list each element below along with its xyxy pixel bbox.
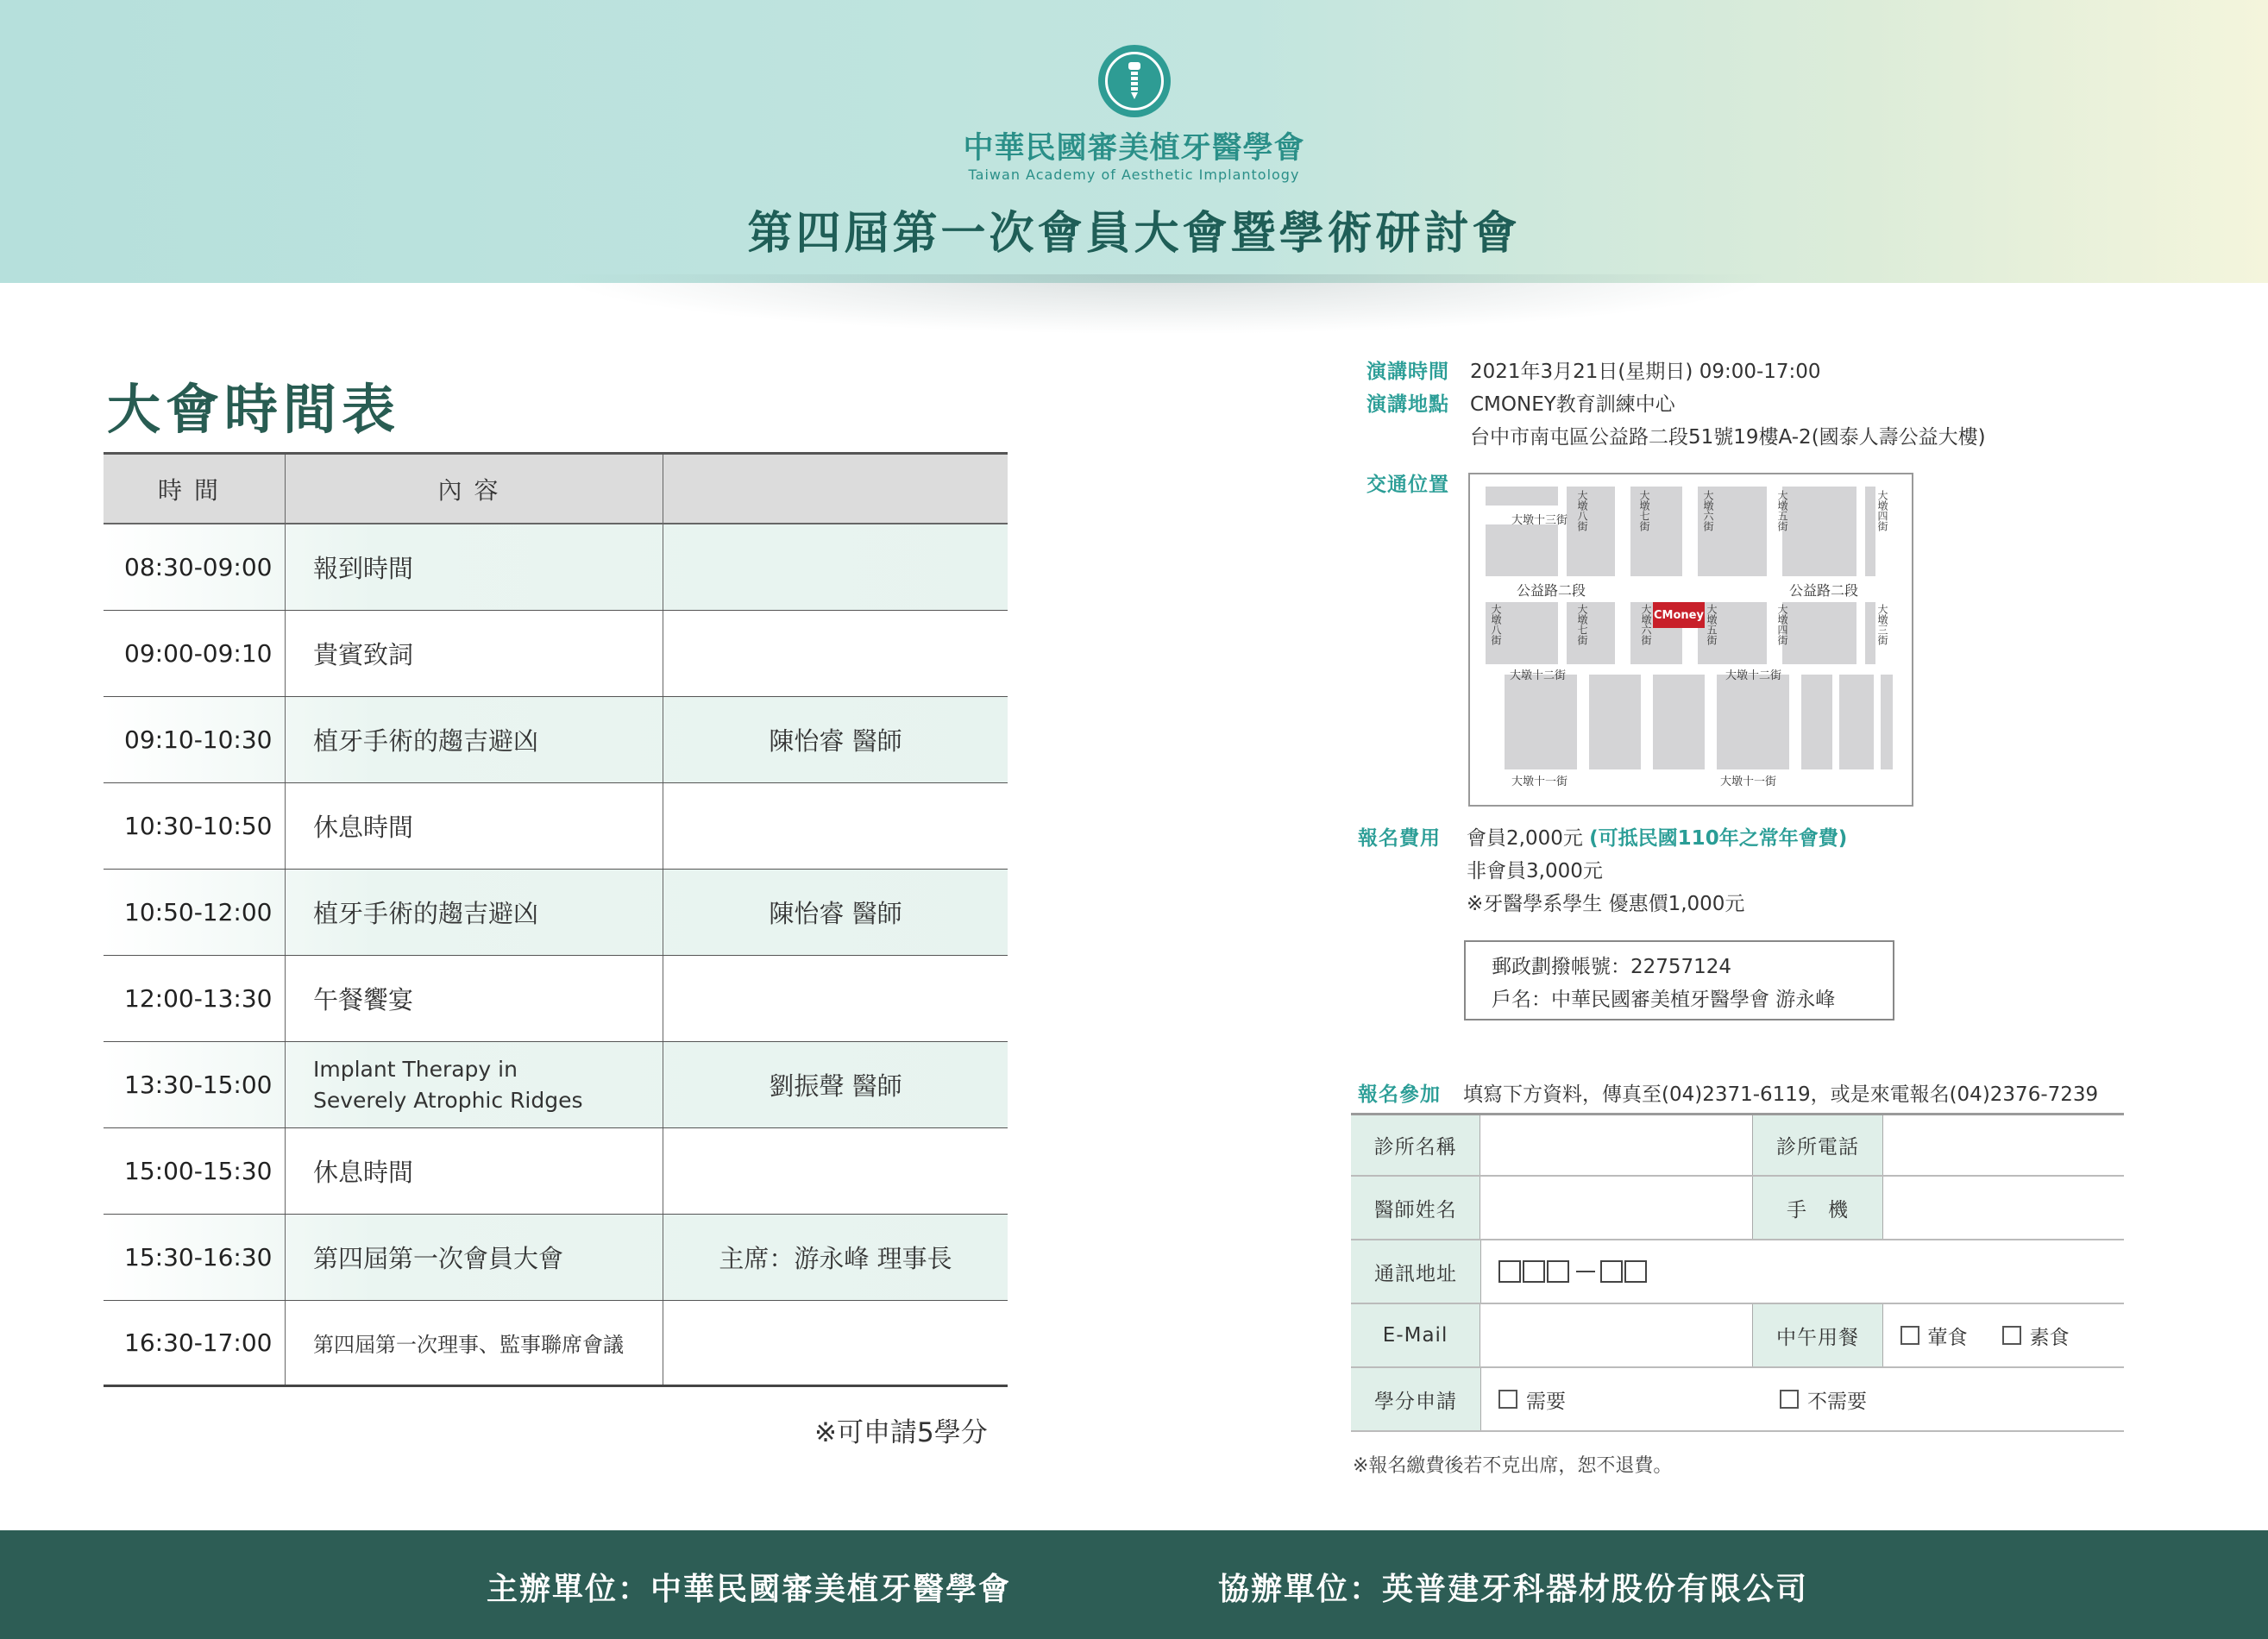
row-time: 15:30-16:30 xyxy=(104,1215,286,1300)
map-street: 大墩十三街 xyxy=(1511,514,1568,527)
map-vstreet: 大墩七街 xyxy=(1638,490,1650,531)
account-name: 戶名：中華民國審美植牙醫學會 游永峰 xyxy=(1492,989,1836,1011)
map-vstreet: 大墩四街 xyxy=(1776,604,1788,645)
place-value: CMONEY教育訓練中心 xyxy=(1470,393,1675,416)
form-row xyxy=(1351,1368,2124,1432)
doctor-name-field[interactable] xyxy=(1480,1177,1753,1239)
postal-code-box xyxy=(1600,1260,1623,1283)
row-speaker xyxy=(663,956,1008,1041)
map-vstreet: 大墩七街 xyxy=(1576,604,1588,645)
address-value: 台中市南屯區公益路二段51號19樓A-2(國泰人壽公益大樓) xyxy=(1470,426,1986,449)
table-row xyxy=(104,870,1008,956)
credit-options xyxy=(1481,1368,2124,1430)
email-label: E-Mail xyxy=(1351,1304,1480,1366)
registration-form xyxy=(1351,1113,2124,1432)
row-time: 09:00-09:10 xyxy=(104,611,286,696)
checkbox-icon[interactable] xyxy=(2002,1326,2021,1345)
row-content: 休息時間 xyxy=(286,1128,663,1214)
row-time: 10:50-12:00 xyxy=(104,870,286,955)
doctor-name-label: 醫師姓名 xyxy=(1351,1177,1480,1239)
row-time: 15:00-15:30 xyxy=(104,1128,286,1214)
table-row xyxy=(104,783,1008,870)
co-organizer: 協辦單位：英普建牙科器材股份有限公司 xyxy=(1218,1572,1809,1607)
map-vstreet: 大墩八街 xyxy=(1576,490,1588,531)
row-speaker xyxy=(663,783,1008,869)
location-map xyxy=(1468,473,1913,807)
map-street: 大墩十二街 xyxy=(1725,669,1782,682)
form-row xyxy=(1351,1304,2124,1368)
form-row xyxy=(1351,1240,2124,1304)
row-content: 貴賓致詞 xyxy=(286,611,663,696)
lunch-options xyxy=(1883,1304,2124,1366)
org-name-en: Taiwan Academy of Aesthetic Implantology xyxy=(968,166,1300,183)
account-number: 郵政劃撥帳號：22757124 xyxy=(1492,956,1732,978)
table-row xyxy=(104,1301,1008,1387)
map-street: 大墩十一街 xyxy=(1720,776,1777,788)
clinic-name-label: 診所名稱 xyxy=(1351,1115,1480,1175)
row-time: 13:30-15:00 xyxy=(104,1042,286,1127)
fee-member xyxy=(1467,822,1847,851)
postal-code-box xyxy=(1624,1260,1647,1283)
table-row xyxy=(104,524,1008,611)
clinic-name-field[interactable] xyxy=(1480,1115,1753,1175)
schedule-header-row xyxy=(104,452,1008,524)
table-row xyxy=(104,611,1008,697)
row-speaker: 劉振聲 醫師 xyxy=(769,1071,902,1101)
row-speaker xyxy=(663,1128,1008,1214)
form-row xyxy=(1351,1113,2124,1177)
col-time-header: 時間 xyxy=(104,455,286,523)
register-text: 填寫下方資料，傳真至(04)2371-6119，或是來電報名(04)2376-7239 xyxy=(1463,1083,2099,1106)
org-name-cn: 中華民國審美植牙醫學會 xyxy=(963,130,1305,166)
email-field[interactable] xyxy=(1480,1304,1753,1366)
map-vstreet: 大墩四街 xyxy=(1876,490,1888,531)
row-speaker xyxy=(663,524,1008,610)
traffic-label: 交通位置 xyxy=(1366,474,1449,496)
row-speaker xyxy=(663,611,1008,696)
table-row xyxy=(104,1042,1008,1128)
map-vstreet: 大墩五街 xyxy=(1776,490,1788,531)
address-field[interactable] xyxy=(1481,1240,2124,1303)
map-street: 大墩十二街 xyxy=(1510,669,1567,682)
credit-yes-label: 需要 xyxy=(1526,1390,1566,1413)
map-street: 大墩十一街 xyxy=(1511,776,1568,788)
lunch-veg-label: 素食 xyxy=(2029,1326,2070,1349)
row-content: 第四屆第一次會員大會 xyxy=(286,1215,663,1300)
credit-no-label: 不需要 xyxy=(1807,1390,1867,1413)
row-time: 09:10-10:30 xyxy=(104,697,286,782)
credit-label: 學分申請 xyxy=(1351,1368,1481,1430)
postal-code-box xyxy=(1547,1260,1569,1283)
col-speaker-header xyxy=(663,455,1008,523)
footer-bar xyxy=(0,1530,2268,1639)
lunch-veg-option[interactable] xyxy=(2002,1322,2070,1350)
mobile-field[interactable] xyxy=(1883,1177,2124,1239)
clinic-phone-field[interactable] xyxy=(1883,1115,2124,1175)
fee-label: 報名費用 xyxy=(1358,827,1441,850)
row-speaker xyxy=(663,1301,1008,1385)
row-content: 植牙手術的趨吉避凶 xyxy=(286,870,663,955)
row-speaker: 主席：游永峰 理事長 xyxy=(719,1244,952,1273)
credit-no-option[interactable] xyxy=(1780,1385,1867,1414)
row-content: Implant Therapy in Severely Atrophic Ridges xyxy=(286,1042,663,1127)
mobile-label: 手 機 xyxy=(1753,1177,1882,1239)
credit-yes-option[interactable] xyxy=(1498,1385,1566,1414)
table-row xyxy=(104,956,1008,1042)
refund-note: ※報名繳費後若不克出席，恕不退費。 xyxy=(1353,1455,1673,1477)
address-label: 通訊地址 xyxy=(1351,1240,1481,1303)
register-label: 報名參加 xyxy=(1358,1083,1441,1106)
row-content: 第四屆第一次理事、監事聯席會議 xyxy=(286,1301,663,1385)
clinic-phone-label: 診所電話 xyxy=(1753,1115,1882,1175)
map-road: 公益路二段 xyxy=(1517,582,1586,599)
row-speaker: 陳怡睿 醫師 xyxy=(769,726,902,756)
map-vstreet: 大墩五街 xyxy=(1706,604,1718,645)
row-time: 12:00-13:30 xyxy=(104,956,286,1041)
postal-code-box xyxy=(1523,1260,1545,1283)
map-vstreet: 大墩六街 xyxy=(1702,490,1714,531)
row-content: 午餐饗宴 xyxy=(286,956,663,1041)
fee-nonmember: 非會員3,000元 xyxy=(1467,860,1603,882)
col-content-header: 內容 xyxy=(286,455,663,523)
row-content: 報到時間 xyxy=(286,524,663,610)
schedule-table xyxy=(104,452,1008,1387)
time-label: 演講時間 xyxy=(1366,361,1449,383)
lunch-meat-label: 葷食 xyxy=(1927,1326,1968,1349)
map-vstreet: 大墩六街 xyxy=(1640,604,1652,645)
table-row xyxy=(104,697,1008,783)
table-row xyxy=(104,1128,1008,1215)
academy-logo-icon xyxy=(1098,45,1171,117)
organizer: 主辦單位：中華民國審美植牙醫學會 xyxy=(487,1572,1012,1607)
event-title: 第四屆第一次會員大會暨學術研討會 xyxy=(747,207,1521,260)
postal-dash xyxy=(1576,1271,1595,1272)
map-vstreet: 大墩三街 xyxy=(1876,604,1888,645)
lunch-label: 中午用餐 xyxy=(1753,1304,1882,1366)
fee-student: ※牙醫學系學生 優惠價1,000元 xyxy=(1467,893,1745,915)
checkbox-icon[interactable] xyxy=(1900,1326,1919,1345)
implant-icon xyxy=(1126,62,1143,100)
form-row xyxy=(1351,1177,2124,1240)
row-time: 10:30-10:50 xyxy=(104,783,286,869)
row-content: 植牙手術的趨吉避凶 xyxy=(286,697,663,782)
map-vstreet: 大墩八街 xyxy=(1490,604,1502,645)
table-row xyxy=(104,1215,1008,1301)
row-content: 休息時間 xyxy=(286,783,663,869)
postal-code-box xyxy=(1498,1260,1521,1283)
checkbox-icon[interactable] xyxy=(1498,1390,1517,1409)
row-time: 08:30-09:00 xyxy=(104,524,286,610)
cmoney-marker: CMoney xyxy=(1653,602,1705,628)
fee-member-note: (可抵民國110年之常年會費) xyxy=(1589,827,1848,850)
fee-member-text: 會員2,000元 xyxy=(1467,827,1583,850)
place-label: 演講地點 xyxy=(1366,393,1449,416)
time-value: 2021年3月21日(星期日) 09:00-17:00 xyxy=(1470,361,1821,383)
row-speaker: 陳怡睿 醫師 xyxy=(769,899,902,928)
schedule-heading: 大會時間表 xyxy=(107,378,401,441)
lunch-meat-option[interactable] xyxy=(1900,1322,1968,1350)
map-road: 公益路二段 xyxy=(1789,582,1859,599)
row-time: 16:30-17:00 xyxy=(104,1301,286,1385)
header-shadow xyxy=(552,274,1777,335)
checkbox-icon[interactable] xyxy=(1780,1390,1799,1409)
credit-note: ※可申請5學分 xyxy=(814,1417,988,1448)
